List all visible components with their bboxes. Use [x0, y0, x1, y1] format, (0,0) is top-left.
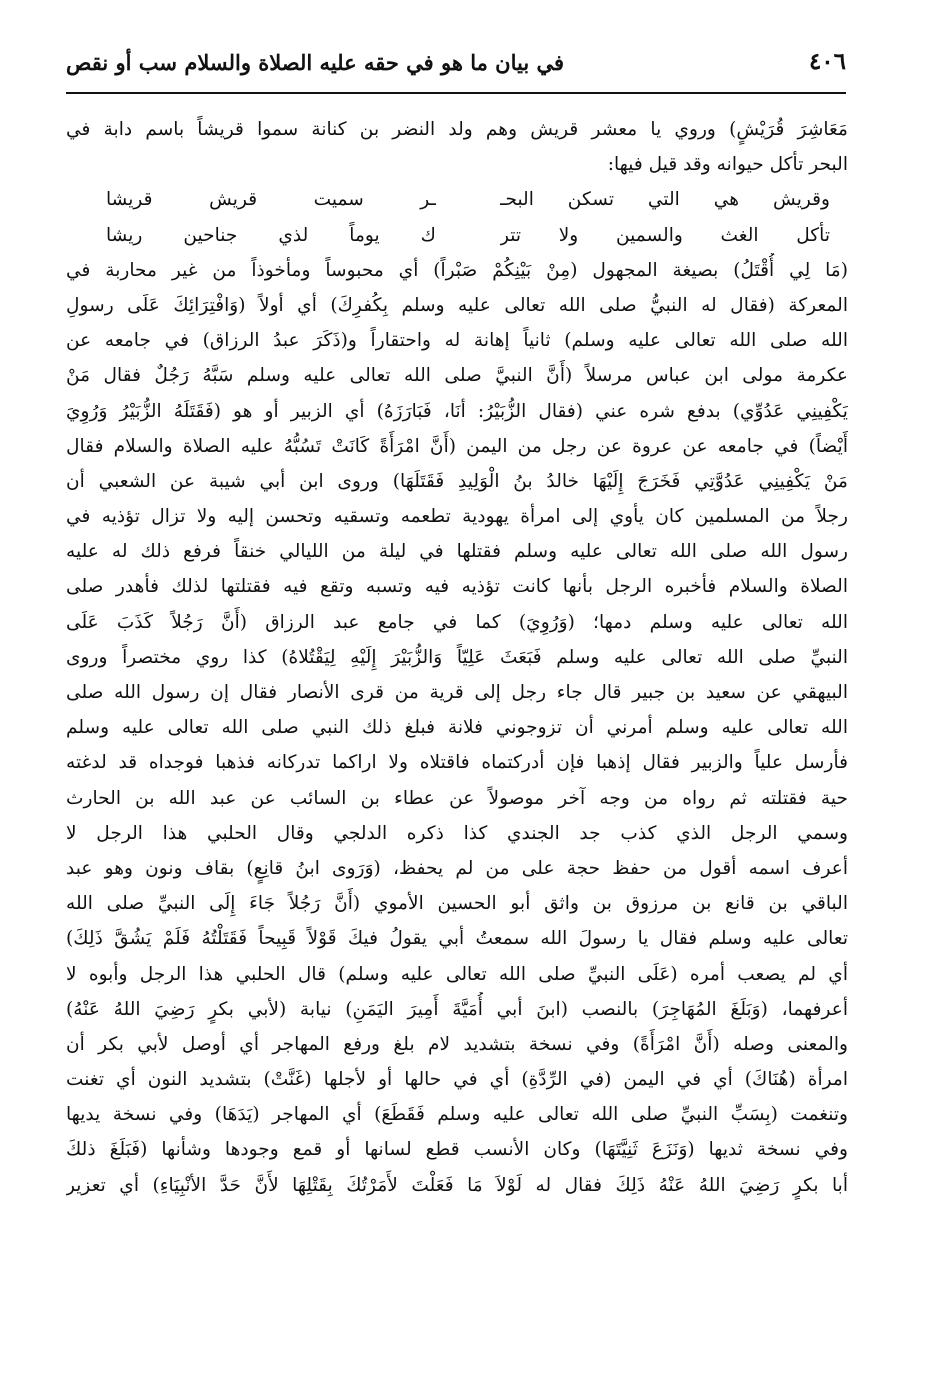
text-line: رسول الله صلى الله تعالى عليه وسلم فقتلها في ليلة من الليالي خنقاً فرفع ذلك له عليه: [66, 541, 848, 563]
text-line: البيهقي عن سعيد بن جبير قال جاء رجل إلى قرية من قرى الأنصار فقال إن رسول الله صلى: [66, 682, 848, 703]
poem-verse: [66, 218, 848, 253]
verse-second-hemistich: ك يوماً لذي جناحين ريشا: [106, 224, 436, 246]
text-line: تعالى عليه وسلم فقال يا رسولَ الله سمعتُ أبي يقولُ فيكَ قَوْلاً قَبِيحاً فَقَتَلْتُهُ فَلَمْ يَشُقَّ ذَلِكَ): [66, 928, 848, 950]
text-line: أي لم يصعب أمره (عَلَى النبيِّ صلى الله تعالى عليه وسلم) قال الحلبي هذا الرجل وأبوه لا: [66, 963, 848, 985]
text-line: امرأة (هُنَاكَ) أي في اليمن (في الرِّدَّةِ) أي في حالها أو لأجلها (غَنَّتْ) بتشديد النون أي تغنت: [66, 1069, 848, 1091]
text-line: النبيِّ صلى الله تعالى عليه وسلم فَبَعَثَ عَلِيّاً وَالزُّبَيْرَ إِلَيْهِ لِيَقْتُلاهُ) كذا روي مختصراً وروى: [66, 646, 848, 668]
text-line: رجلاً من المسلمين كان يأوي إلى امرأة يهودية تطعمه وتسقيه وتحسن إليه ولا تزال تؤذيه في: [66, 506, 848, 528]
page-number: ٤٠٦: [808, 48, 846, 75]
text-line: وسمي الرجل الذي كذب جد الجندي كذا ذكره الدلجي وقال الحلبي هذا الرجل لا: [66, 822, 848, 844]
poem-verse: [66, 182, 848, 217]
text-line: وتنغمت (بِسَبِّ النبيِّ صلى الله تعالى عليه وسلم فَقَطَعَ) أي المهاجر (يَدَهَا) وفي نسخة يديها: [66, 1104, 848, 1126]
body-text: [66, 112, 848, 1203]
text-line: (مَا لِي أُقْتَلُ) بصيغة المجهول (مِنْ بَيْنِكُمْ صَبْراً) أي محبوساً ومأخوذاً من غير محاربة في: [66, 259, 848, 281]
text-line: الله تعالى عليه وسلم دمها؛ (وَرُوِيَ) كما في جامع عبد الرزاق (أَنَّ رَجُلاً كَذَبَ عَلَى: [66, 611, 848, 633]
verse-second-hemistich: ـر سميت قريش قريشا: [106, 189, 436, 211]
text-line: فأرسل علياً والزبير فقال إذهبا فإن أدركتماه فاقتلاه ولا اراكما تدركانه فذهبا فوجداه قد لدغته: [66, 752, 848, 774]
text-line: أعرفهما، (وَبَلَغَ المُهَاجِرَ) بالنصب (ابنَ أبي أُمَيَّةَ أَمِيرَ اليَمَنِ) نيابة (لأبي بكرٍ رَضِيَ اللهُ عَنْهُ): [66, 998, 848, 1020]
text-line: والمعنى وصله (أَنَّ امْرَأَةً) وفي نسخة بتشديد لام بلغ ورفع المهاجر أي أوصل لأبي بكر أن: [66, 1033, 848, 1055]
text-line: البحر تأكل حيوانه وقد قيل فيها:: [607, 154, 848, 176]
text-line: أَيْضاً) في جامعه عن عروة عن رجل من اليمن (أَنَّ امْرَأَةً كَانَتْ تَسُبُّهُ عليه الصلاة والسلام فقال: [66, 435, 848, 457]
text-line: مَعَاشِرَ قُرَيْشٍ) وروي يا معشر قريش وهم ولد النضر بن كنانة سموا قريشاً باسم دابة في: [66, 119, 848, 140]
text-line: حية فقتلته ثم رواه من وجه آخر موصولاً عن عطاء بن السائب عن عبد الله بن الحارث: [66, 787, 848, 809]
verse-first-hemistich: تأكل الغث والسمين ولا تتر: [500, 224, 830, 246]
header-rule: [66, 92, 846, 94]
text-line: المعركة (فقال له النبيُّ صلى الله تعالى عليه وسلم بِكُفرِكَ) أي أولاً (وَافْتِرَائِكَ عَلَى رسولِ: [66, 294, 848, 316]
text-line: الصلاة والسلام فأخبره الرجل بأنها كانت تؤذيه فيه وتسبه وتقع فيه فقتلتها لذلك فأهدر صلى: [66, 576, 848, 598]
text-line: أبا بكرٍ رَضِيَ اللهُ عَنْهُ ذَلِكَ فقال له لَوْلاَ مَا فَعَلْتَ لأَمَرْتُكَ بِقَتْلِهَا لأَنَّ حَدَّ الأنْبِيَاءِ) أي تعزير: [66, 1174, 848, 1196]
running-title: في بيان ما هو في حقه عليه الصلاة والسلام سب أو نقص: [66, 50, 565, 75]
text-line: وفي نسخة ثديها (وَنَزَعَ ثَنِيَّتَهَا) وكان الأنسب قطع لسانها أو قمع وجودها وشأنها (فَبَلَغَ ذلكَ: [66, 1139, 848, 1161]
verse-first-hemistich: وقريش هي التي تسكن البحـ: [500, 189, 830, 211]
text-line: يَكْفِينِي عَدُوِّي) بدفع شره عني (فقال الزُّبَيْرُ: أنَا، فَبَارَزَهُ) أي الزبير أو هو (فَقَتَلَهُ الزُّبَيْرُ وَرُوِيَ: [66, 400, 848, 422]
text-line: أعرف اسمه أقول من حفظ حجة على من لم يحفظ، (وَرَوى ابنُ قانِعٍ) بقاف ونون وهو عبد: [66, 857, 848, 879]
text-line: الله صلى الله تعالى عليه وسلم) ثانياً إهانة له واحتقاراً و(ذَكَرَ عبدُ الرزاق) في جامعه عن: [66, 330, 848, 352]
text-line: الله تعالى عليه وسلم أمرني أن تزوجوني فلانة فبلغ ذلك النبي صلى الله تعالى عليه وسلم: [66, 717, 848, 739]
text-line: عكرمة مولى ابن عباس مرسلاً (أَنَّ النبيَّ صلى الله تعالى عليه وسلم سَبَّهُ رَجُلٌ فقال مَنْ: [66, 365, 848, 387]
page-header: [66, 44, 846, 90]
text-line: مَنْ يَكْفِينِي عَدُوَّتِي فَخَرَجَ إِلَيْهَا خالدُ بنُ الْوَلِيدِ فَقَتَلَهَا) وروى ابن أبي شيبة عن الشعبي أن: [66, 470, 848, 492]
text-line: الباقي بن قانع بن مرزوق بن واثق أبو الحسين الأموي (أَنَّ رَجُلاً جَاءَ إِلَى النبيِّ صلى الله: [66, 893, 848, 915]
